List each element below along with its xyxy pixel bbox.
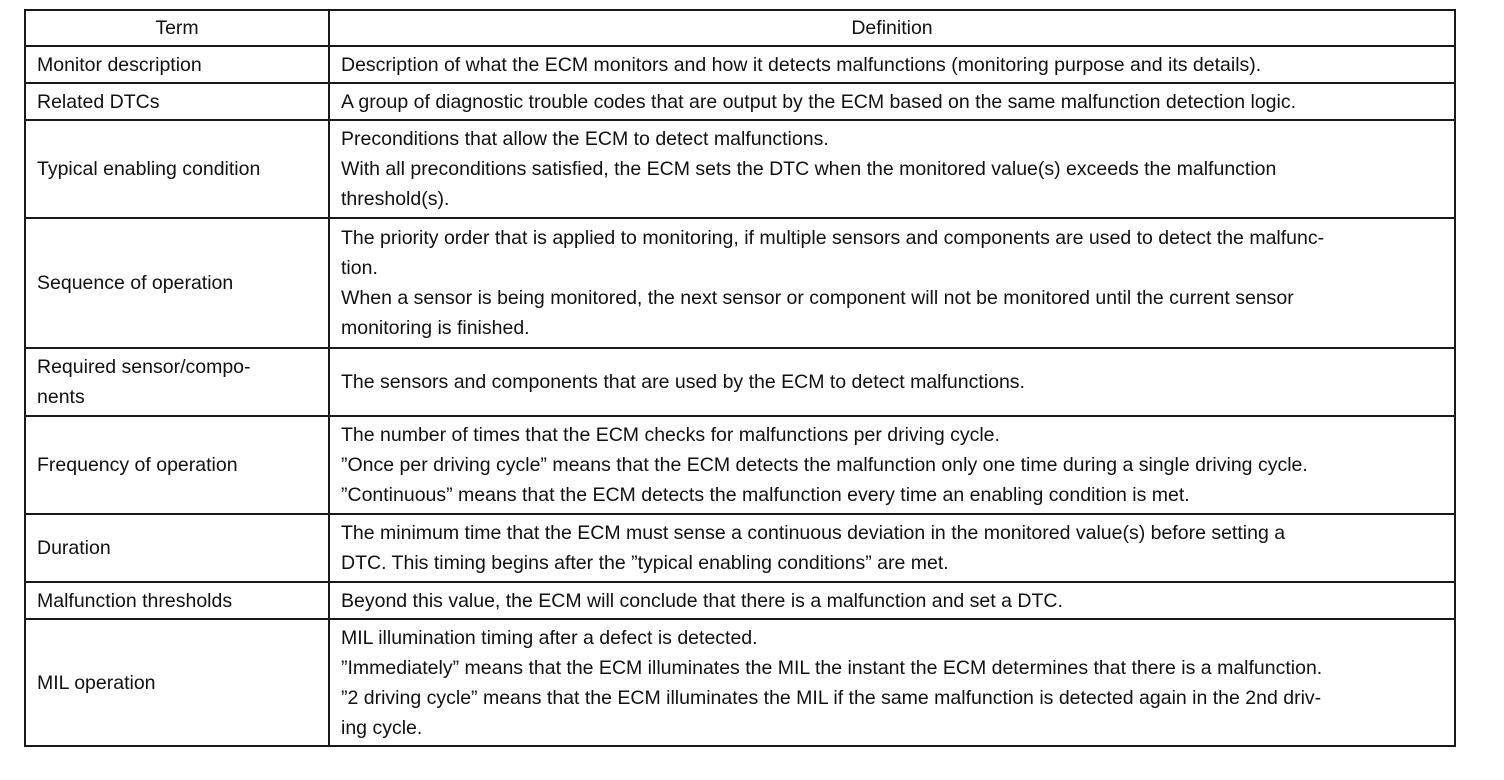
term-text: Monitor description (37, 53, 202, 76)
definition-text: The sensors and components that are used by the ECM to detect malfunctions. (341, 371, 1025, 393)
table-row (25, 83, 1455, 120)
term-text: Typical enabling condition (37, 158, 261, 180)
term-text: nents (37, 386, 85, 408)
definition-cell (329, 514, 1455, 582)
term-text: Malfunction thresholds (37, 589, 233, 612)
definition-text: MIL illumination timing after a defect is detected. (341, 626, 758, 649)
table-row (25, 46, 1455, 83)
definition-cell (329, 120, 1455, 218)
header-row (25, 10, 1455, 46)
term-cell (25, 218, 329, 348)
header-definition: Definition (329, 10, 1455, 46)
term-cell (25, 46, 329, 83)
header-term: Term (25, 10, 329, 46)
definition-text: ”Continuous” means that the ECM detects the malfunction every time an enabling condition is met. (341, 484, 1190, 506)
definition-cell (329, 619, 1455, 746)
definition-cell (329, 416, 1455, 514)
definition-text: threshold(s). (341, 188, 450, 210)
definition-text: With all preconditions satisfied, the ECM sets the DTC when the monitored value(s) exceeds the malfunction (341, 158, 1277, 180)
definition-text: ”Immediately” means that the ECM illuminates the MIL the instant the ECM determines that there is a malfunction. (341, 656, 1323, 679)
definition-cell (329, 218, 1455, 348)
term-cell (25, 619, 329, 746)
definition-text: When a sensor is being monitored, the next sensor or component will not be monitored until the current sensor (341, 287, 1294, 309)
term-cell (25, 514, 329, 582)
table-row (25, 619, 1455, 746)
definition-text: monitoring is finished. (341, 317, 530, 339)
table-row (25, 514, 1455, 582)
term-text: Required sensor/compo- (37, 356, 251, 378)
definition-text: Description of what the ECM monitors and how it detects malfunctions (monitoring purpose and its details). (341, 53, 1262, 76)
term-text: Sequence of operation (37, 272, 234, 294)
term-cell (25, 416, 329, 514)
definition-cell (329, 83, 1455, 120)
table-row (25, 582, 1455, 619)
definition-cell (329, 348, 1455, 416)
definition-text: ”2 driving cycle” means that the ECM illuminates the MIL if the same malfunction is detected again in the 2nd driv- (341, 686, 1322, 709)
definition-cell (329, 46, 1455, 83)
term-cell (25, 120, 329, 218)
term-text: Related DTCs (37, 90, 160, 113)
definition-text: The priority order that is applied to monitoring, if multiple sensors and components are used to detect the malfunc- (341, 227, 1325, 249)
table-row (25, 348, 1455, 416)
table-row (25, 218, 1455, 348)
definition-text: A group of diagnostic trouble codes that are output by the ECM based on the same malfunction detection logic. (341, 90, 1297, 113)
definition-text: tion. (341, 257, 378, 279)
term-text: Duration (37, 537, 111, 559)
definition-text: ”Once per driving cycle” means that the ECM detects the malfunction only one time during a single driving cycle. (341, 454, 1308, 476)
definition-text: ing cycle. (341, 716, 423, 739)
term-cell (25, 582, 329, 619)
table-row (25, 416, 1455, 514)
definition-cell (329, 582, 1455, 619)
definitions-table (24, 9, 1456, 747)
table-row (25, 120, 1455, 218)
term-cell (25, 348, 329, 416)
definition-text: Beyond this value, the ECM will conclude that there is a malfunction and set a DTC. (341, 589, 1063, 612)
term-text: MIL operation (37, 671, 156, 694)
definition-text: The minimum time that the ECM must sense a continuous deviation in the monitored value(s) before setting a (341, 522, 1286, 544)
definition-text: Preconditions that allow the ECM to detect malfunctions. (341, 128, 829, 150)
term-cell (25, 83, 329, 120)
term-text: Frequency of operation (37, 454, 238, 476)
definition-text: The number of times that the ECM checks for malfunctions per driving cycle. (341, 424, 1000, 446)
definition-text: DTC. This timing begins after the ”typical enabling conditions” are met. (341, 552, 949, 574)
